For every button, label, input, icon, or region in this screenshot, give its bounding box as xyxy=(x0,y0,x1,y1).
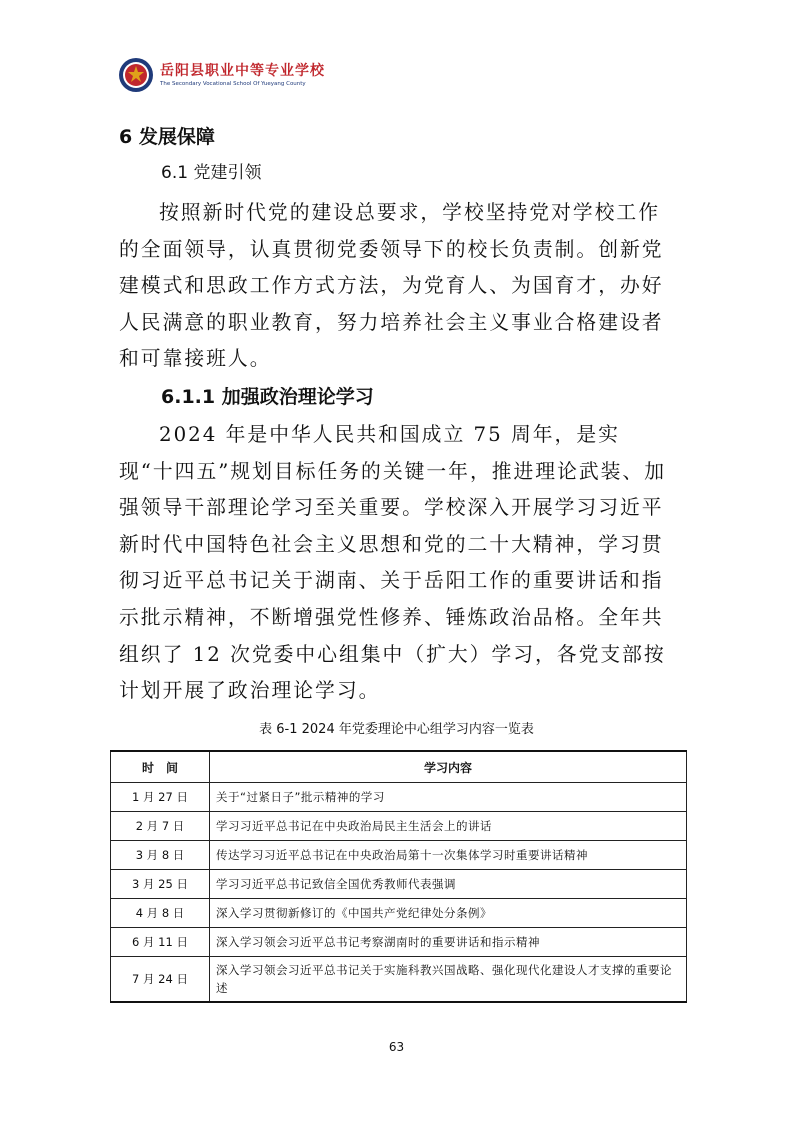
table-row xyxy=(111,812,687,841)
row-date: 1 月 27 日 xyxy=(111,783,210,812)
row-date: 6 月 11 日 xyxy=(111,928,210,957)
page-number: 63 xyxy=(388,1040,405,1054)
school-name-en: The Secondary Vocational School Of Yueyang County xyxy=(160,81,306,87)
school-name-cn: 岳阳县职业中等专业学校 xyxy=(160,63,325,79)
column-header-topic: 学习内容 xyxy=(210,751,687,783)
row-topic: 深入学习领会习近平总书记关于实施科教兴国战略、强化现代化建设人才支撑的重要论述 xyxy=(210,957,687,1003)
row-date: 3 月 25 日 xyxy=(111,870,210,899)
row-topic: 深入学习领会习近平总书记考察湖南时的重要讲话和指示精神 xyxy=(210,928,687,957)
table-row xyxy=(111,899,687,928)
table-caption: 表 6-1 2024 年党委理论中心组学习内容一览表 xyxy=(259,722,534,737)
table-row xyxy=(111,870,687,899)
row-date: 3 月 8 日 xyxy=(111,841,210,870)
school-emblem-icon xyxy=(118,57,154,93)
subsection-heading: 6.1 党建引领 xyxy=(161,163,262,183)
table-row xyxy=(111,783,687,812)
school-header xyxy=(118,54,325,96)
row-date: 4 月 8 日 xyxy=(111,899,210,928)
row-date: 2 月 7 日 xyxy=(111,812,210,841)
section-heading: 6 发展保障 xyxy=(119,126,215,148)
subsubsection-heading: 6.1.1 加强政治理论学习 xyxy=(161,386,374,408)
row-topic: 学习习近平总书记致信全国优秀教师代表强调 xyxy=(210,870,687,899)
table-header-row xyxy=(111,751,687,783)
table-row xyxy=(111,928,687,957)
table-row xyxy=(111,841,687,870)
row-topic: 关于“过紧日子”批示精神的学习 xyxy=(210,783,687,812)
body-paragraph: 2024 年是中华人民共和国成立 75 周年，是实现“十四五”规划目标任务的关键一年，推进理论武装、加强领导干部理论学习至关重要。学校深入开展学习习近平新时代中国特色社会主义思想和党的二十大精神，学习贯彻习近平总书记关于湖南、关于岳阳工作的重要讲话和指示批示精神，不断增强党性修养、锤炼政治品格。全年共组织了 12 次党委中心组集中（扩大）学习，各党支部按计划开展了政治理论学习。 xyxy=(119,423,666,703)
row-topic: 学习习近平总书记在中央政治局民主生活会上的讲话 xyxy=(210,812,687,841)
row-date: 7 月 24 日 xyxy=(111,957,210,1003)
study-content-table xyxy=(110,750,687,1003)
row-topic: 深入学习贯彻新修订的《中国共产党纪律处分条例》 xyxy=(210,899,687,928)
column-header-date: 时 间 xyxy=(111,751,210,783)
table-row xyxy=(111,957,687,1003)
row-topic: 传达学习习近平总书记在中央政治局第十一次集体学习时重要讲话精神 xyxy=(210,841,687,870)
body-paragraph: 按照新时代党的建设总要求，学校坚持党对学校工作的全面领导，认真贯彻党委领导下的校长负责制。创新党建模式和思政工作方式方法，为党育人、为国育才，办好人民满意的职业教育，努力培养社会主义事业合格建设者和可靠接班人。 xyxy=(119,201,664,371)
